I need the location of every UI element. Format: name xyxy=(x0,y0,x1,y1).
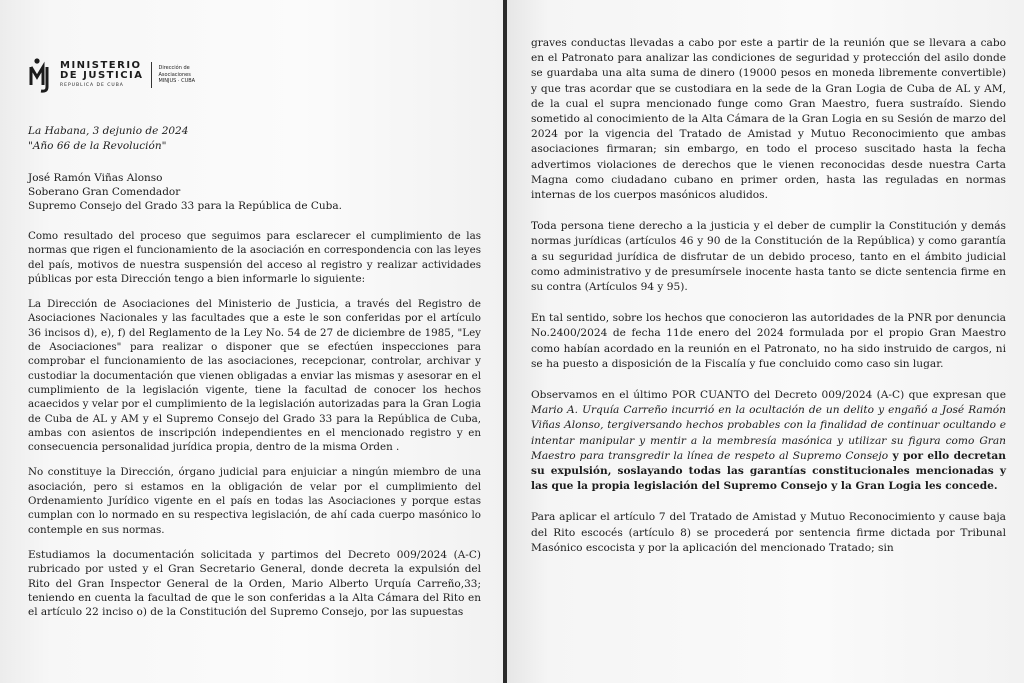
ministry-line-3: REPUBLICA DE CUBA xyxy=(60,83,124,89)
recipient-block xyxy=(28,171,481,213)
right-paragraph-3: En tal sentido, sobre los hechos que conocieron las autoridades de la PNR por denuncia No.2400/2024 de fecha 11de enero del 2024 formulada por el propio Gran Maestro como habían acordado en la reunión en el Patronato, no ha sido instruido de cargos, ni se ha puesto a disposición de la Fiscalía y fue concluido como caso sin lugar. xyxy=(531,312,1006,370)
letterhead-divider xyxy=(151,62,152,88)
document-page-right xyxy=(507,0,1024,683)
right-p4-text: Observamos en el último POR CUANTO del Decreto 009/2024 (A-C) que expresan que xyxy=(531,389,1006,402)
right-p4-conclusion: y por ello decretan su expulsión, soslayando todas las garantías constitucionales mencionadas y las que la propia legislación del Supremo Consejo y la Gran Logia les concede. xyxy=(531,449,1006,493)
direccion-name xyxy=(159,65,221,85)
recipient-title: Soberano Gran Comendador xyxy=(28,186,181,198)
ministry-line-2: DE JUSTICIA xyxy=(60,70,144,82)
recipient-org: Supremo Consejo del Grado 33 para la República de Cuba. xyxy=(28,200,343,212)
ministry-logo-icon xyxy=(28,57,52,93)
document-page-left xyxy=(0,0,503,683)
date-block xyxy=(28,124,481,154)
right-paragraph-2: Toda persona tiene derecho a la justicia y el deber de cumplir la Constitución y demás normas jurídicas (artículos 46 y 90 de la Constitución de la República) y como garantía a su seguridad jurídica de disfrutar de un debido proceso, tanto en el ámbito judicial como administrativo y de presumírsele inocente hasta tanto se dicte sentencia firme en su contra (Artículos 94 y 95). xyxy=(531,220,1006,294)
letterhead xyxy=(28,52,481,98)
left-paragraph-4: Estudiamos la documentación solicitada y partimos del Decreto 009/2024 (A-C) rubricado por usted y el Gran Secretario General, donde decreta la expulsión del Rito del Gran Inspector General de la Orden, Mario Alberto Urquía Carreño,33; teniendo en cuenta la facultad de que le son conferidas a la Alta Cámara del Rito en el artículo 22 inciso o) de la Constitución del Supremo Consejo, por las supuestas xyxy=(28,548,481,619)
ministry-name xyxy=(60,61,144,89)
right-paragraph-1: graves conductas llevadas a cabo por este a partir de la reunión que se llevara a cabo en el Patronato para analizar las condiciones de seguridad y protección del asilo donde se guardaba una alta suma de dinero (19000 pesos en moneda libremente convertible) y que tras acordar que se custodiara en la sede de la Gran Logia de Cuba de AL y AM, de la cual el supra mencionado funge como Gran Maestro, fuera sustraído. Siendo sometido al conocimiento de la Alta Cámara de la Gran Logia en su Sesión de marzo del 2024 por la vigencia del Tratado de Amistad y Mutuo Reconocimiento que ambas asociaciones firmaran; sin embargo, en todo el proceso suscitado hasta la fecha advertimos violaciones de derechos que le vienen reconocidas desde nuestra Carta Magna como ciudadano cubano en primer orden, hasta las reguladas en normas internas de los cuerpos masónicos aludidos. xyxy=(531,37,1006,202)
ministry-line-1: MINISTERIO xyxy=(60,60,142,72)
letter-date: La Habana, 3 dejunio de 2024 xyxy=(28,125,189,137)
direccion-line-2: Asociaciones xyxy=(158,71,191,78)
right-paragraph-4 xyxy=(531,388,1006,494)
left-paragraph-1: Como resultado del proceso que seguimos para esclarecer el cumplimiento de las normas que rigen el funcionamiento de la asociación en correspondencia con las leyes del país, motivos de nuestra suspensión del acceso al registro y realizar actividades públicas por esta Dirección tengo a bien informarle lo siguiente: xyxy=(28,230,481,285)
year-motto: "Año 66 de la Revolución" xyxy=(28,140,167,152)
left-paragraph-3: No constituye la Dirección, órgano judicial para enjuiciar a ningún miembro de una asociación, pero si estamos en la obligación de velar por el cumplimiento del Ordenamiento Jurídico vigente en el país en todas las Asociaciones y porque estas cumplan con lo normado en su respectiva legislación, de ahí cada cuerpo masónico lo contemple en sus normas. xyxy=(28,466,481,536)
direccion-line-3: MINJUS · CUBA xyxy=(158,78,196,85)
left-paragraph-2: La Dirección de Asociaciones del Ministerio de Justicia, a través del Registro de Asociaciones Nacionales y las facultades que a este le son conferidas por el artículo 36 incisos d), e), f) del Reglamento de la Ley No. 54 de 27 de diciembre de 1985, "Ley de Asociaciones" para realizar o disponer que se efectúen inspecciones para comprobar el funcionamiento de las asociaciones, recepcionar, controlar, archivar y custodiar la documentación que vienen obligadas a enviar las mismas y asesorar en el cumplimiento de la legislación vigente, tiene la facultad de conocer los hechos acaecidos y velar por el cumplimiento de la legislación autorizadas para la Gran Logia de Cuba de AL y AM y el Supremo Consejo del Grado 33 para la República de Cuba, ambas con asientos de inscripción independientes en el mencionado registro y en consecuencia personalidad jurídica propia, dentro de la misma Orden . xyxy=(28,298,481,454)
direccion-line-1: Dirección de xyxy=(158,64,190,71)
recipient-name: José Ramón Viñas Alonso xyxy=(28,172,163,184)
right-p4-quote: Mario A. Urquía Carreño incurrió en la ocultación de un delito y engañó a José Ramón Viñas Alonso, tergiversando hechos probables con la finalidad de continuar ocultando e intentar manipular y mentir a la membresía masónica y utilizar su figura como Gran Maestro para transgredir la línea de respeto al Supremo Consejo xyxy=(531,404,1006,462)
right-paragraph-5: Para aplicar el artículo 7 del Tratado de Amistad y Mutuo Reconocimiento y cause baja del Rito escocés (artículo 8) se procederá por sentencia firme dictada por Tribunal Masónico escocista y por la aplicación del mencionado Tratado; sin xyxy=(531,511,1006,554)
